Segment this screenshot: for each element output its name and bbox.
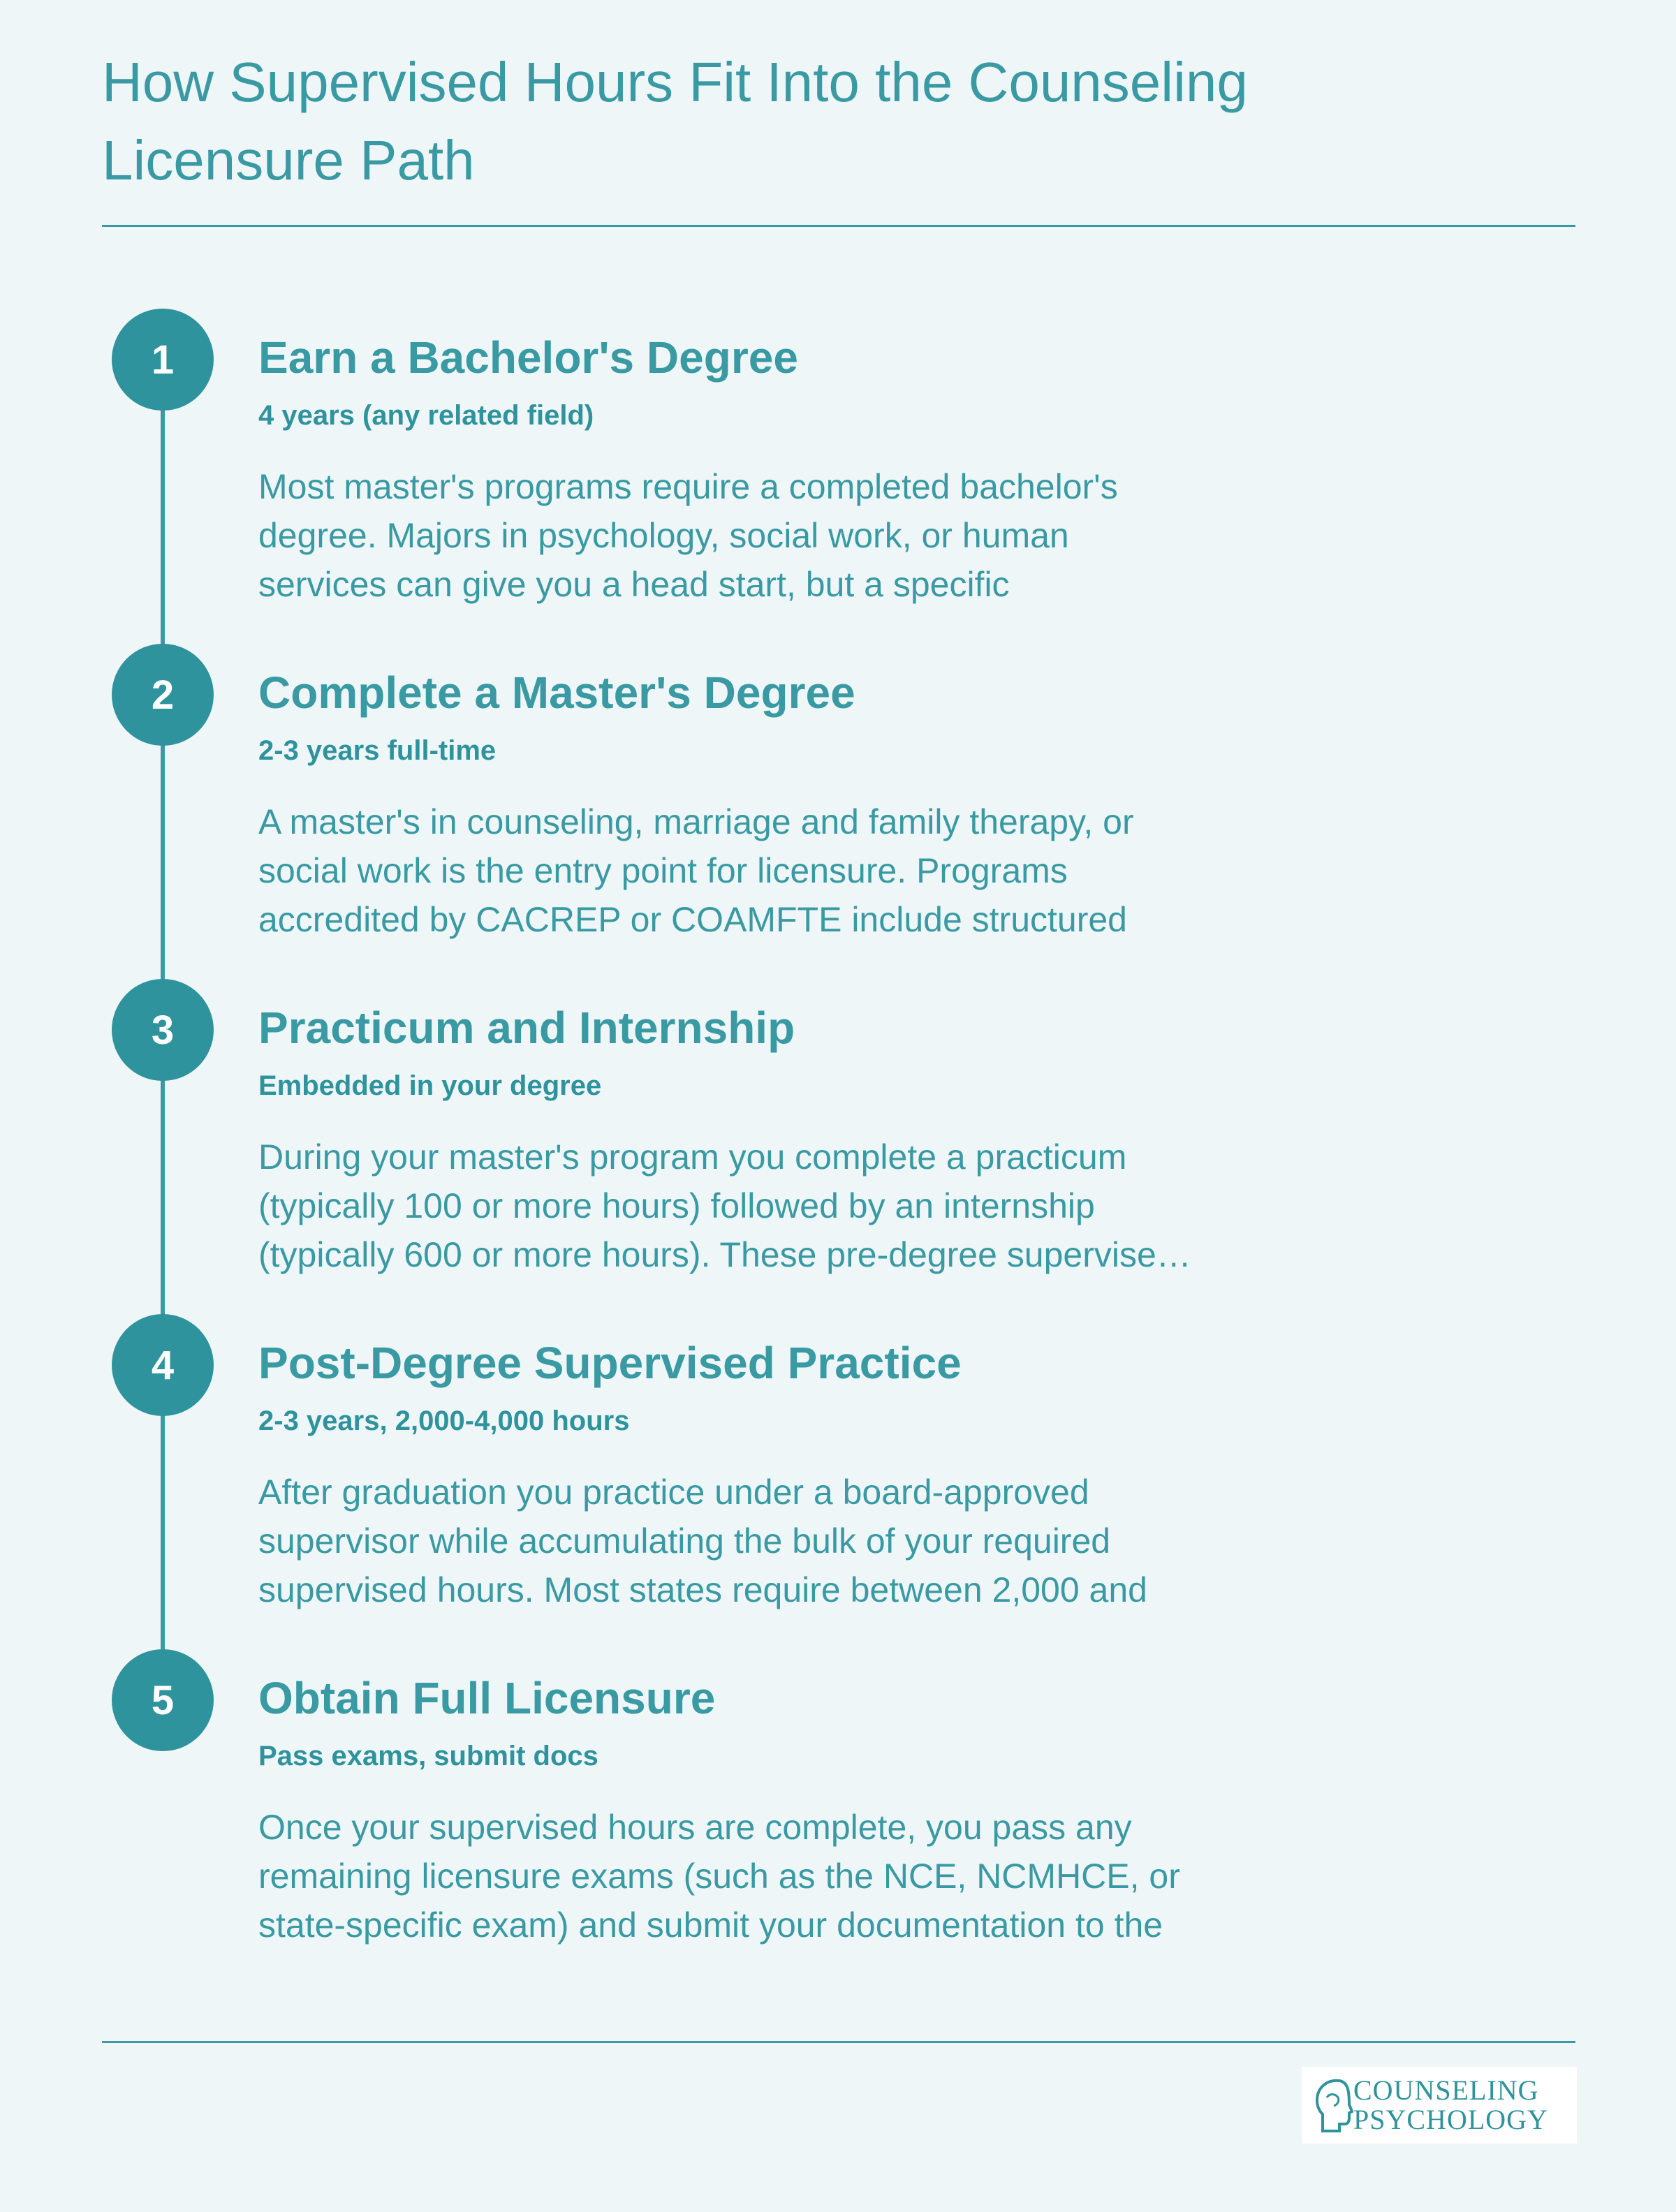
step-title: Obtain Full Licensure [258,1673,716,1723]
step-number-badge: 4 [112,1314,214,1416]
page-title: How Supervised Hours Fit Into the Counseling Licensure Path [102,51,1248,191]
step-description-line: state-specific exam) and submit your documentation to the [258,1905,1163,1945]
step-number-badge: 5 [112,1649,214,1751]
top-divider [102,225,1575,227]
step-description [258,462,1348,609]
step-description-line: social work is the entry point for licensure. Programs [258,851,1068,890]
step-description-line: supervised hours. Most states require between 2,000 and [258,1570,1147,1609]
step-description-line: A master's in counseling, marriage and family therapy, or [258,802,1134,841]
step-description-line: supervisor while accumulating the bulk of your required [258,1521,1111,1561]
step-description-line: Once your supervised hours are complete, you pass any [258,1808,1132,1847]
step-number-badge: 2 [112,644,214,746]
step-description-line: services can give you a head start, but a specific [258,565,1010,604]
step-title: Earn a Bachelor's Degree [258,332,798,383]
step-subtitle: Pass exams, submit docs [258,1741,598,1771]
step-description [258,1468,1348,1614]
step-description-line: After graduation you practice under a board-approved [258,1473,1089,1512]
step-description-line: degree. Majors in psychology, social work, or human [258,516,1069,555]
step-description [258,797,1348,944]
head-profile-icon [1311,2077,1353,2134]
logo-line-2: PSYCHOLOGY [1353,2104,1548,2135]
logo-line-1: COUNSELING [1353,2074,1539,2106]
step-title: Complete a Master's Degree [258,668,855,718]
step-description-line: During your master's program you complete a practicum [258,1137,1127,1177]
step-description-line: Most master's programs require a completed bachelor's [258,467,1118,506]
step-description [258,1133,1348,1279]
step-subtitle: 2-3 years full-time [258,735,497,766]
step-description-line: (typically 100 or more hours) followed by an internship [258,1186,1095,1225]
step-subtitle: 2-3 years, 2,000-4,000 hours [258,1406,630,1436]
bottom-divider [102,2041,1575,2043]
step-description [258,1803,1348,1949]
step-description-line: remaining licensure exams (such as the NCE, NCMHCE, or [258,1857,1180,1896]
step-title: Post-Degree Supervised Practice [258,1338,962,1388]
step-number-badge: 3 [112,979,214,1081]
counseling-psychology-logo [1302,2067,1577,2144]
step-number-badge: 1 [112,309,214,411]
step-subtitle: 4 years (any related field) [258,400,594,431]
step-description-line: (typically 600 or more hours). These pre-degree supervise… [258,1235,1191,1274]
step-description-line: accredited by CACREP or COAMFTE include structured [258,900,1127,939]
step-title: Practicum and Internship [258,1003,795,1053]
step-subtitle: Embedded in your degree [258,1070,602,1101]
